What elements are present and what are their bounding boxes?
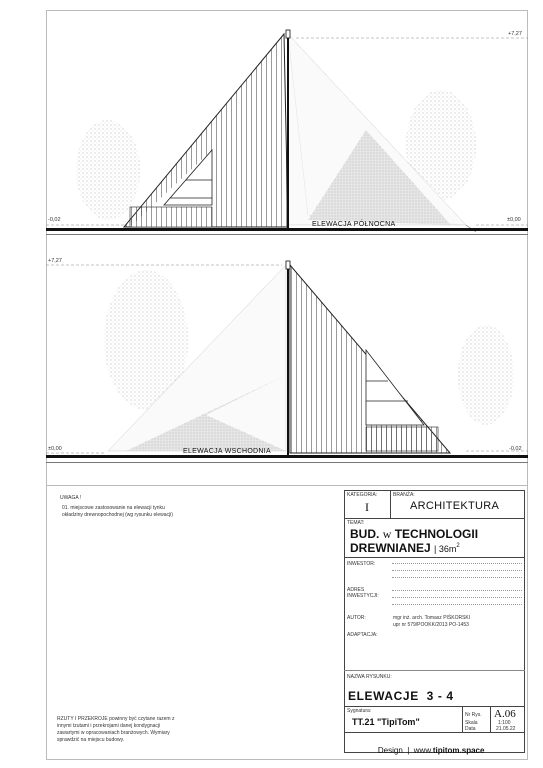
skala-value: 1:100 xyxy=(498,720,511,726)
kategoria-value: I xyxy=(365,500,369,514)
branza-value: ARCHITEKTURA xyxy=(410,500,500,512)
uwaga-line-1: 01. miejscowe zastosowanie na elewacji tynku xyxy=(62,505,165,511)
note-line-1: RZUTY I PRZEKROJE powinny być czytane razem z xyxy=(57,716,175,722)
nr-value: A.06 xyxy=(494,708,516,720)
data-label: Data xyxy=(465,726,476,732)
sygnatura-value: TT.21 "TipiTom" xyxy=(352,717,420,727)
tree-right-2 xyxy=(458,325,514,425)
autor-line-1: mgr inż. arch. Tomasz PIŚKORSKI xyxy=(393,615,471,621)
level-left-2: ±0,00 xyxy=(48,446,62,452)
level-right-1: ±0,00 xyxy=(507,217,521,223)
note-line-4: sprawdzić na miejscu budowy. xyxy=(57,737,125,743)
nr-label: Nr Rys. xyxy=(465,712,482,718)
drawing-name: ELEWACJE 3 - 4 xyxy=(348,689,454,703)
level-top-1: +7,27 xyxy=(508,31,522,37)
adres-label-2: INWESTYCJI: xyxy=(347,593,379,599)
autor-label: AUTOR: xyxy=(347,615,366,621)
inwestor-label: INWESTOR: xyxy=(347,561,376,567)
temat-label: TEMAT: xyxy=(347,520,365,526)
temat-line-1: BUD. w TECHNOLOGII xyxy=(350,527,479,541)
note-line-2: innymi tzutami i przekrojami danej kondygnacji xyxy=(57,723,161,729)
sygnatura-label: Sygnatura: xyxy=(347,708,372,714)
data-value: 21.05.22 xyxy=(496,726,516,732)
adres-label-1: ADRES xyxy=(347,587,365,593)
branza-label: BRANŻA: xyxy=(393,492,415,498)
uwaga-line-2: okładziny drewnopochodnej (wg rysunku elewacji) xyxy=(62,512,173,518)
design-credit: Design | www.tipitom.space xyxy=(377,746,485,755)
tree-left xyxy=(76,120,140,220)
elevation-north-drawing xyxy=(46,20,528,250)
elevation-north-caption: ELEWACJA PÓŁNOCNA xyxy=(312,221,396,228)
elevation-east-caption: ELEWACJA WSCHODNIA xyxy=(183,448,271,455)
level-right-2: -0,02 xyxy=(509,446,522,452)
adaptacja-label: ADAPTACJA: xyxy=(347,632,378,638)
temat-line-2: DREWNIANEJ | $36m^2$ xyxy=(350,541,460,555)
skala-label: Skala xyxy=(465,720,478,726)
autor-line-2: upr nr 579/POOKK/2013 PO-1453 xyxy=(393,622,469,628)
level-left-1: -0,02 xyxy=(48,217,61,223)
nazwa-label: NAZWA RYSUNKU: xyxy=(347,674,392,680)
divider xyxy=(46,485,528,486)
uwaga-title: UWAGA ! xyxy=(60,495,82,501)
elevation-east-drawing xyxy=(46,255,528,470)
kategoria-label: KATEGORIA: xyxy=(347,492,378,498)
note-line-3: zawartymi w opracowaniach branżowych. Wymiary xyxy=(57,730,170,736)
level-top-2: +7,27 xyxy=(48,258,62,264)
